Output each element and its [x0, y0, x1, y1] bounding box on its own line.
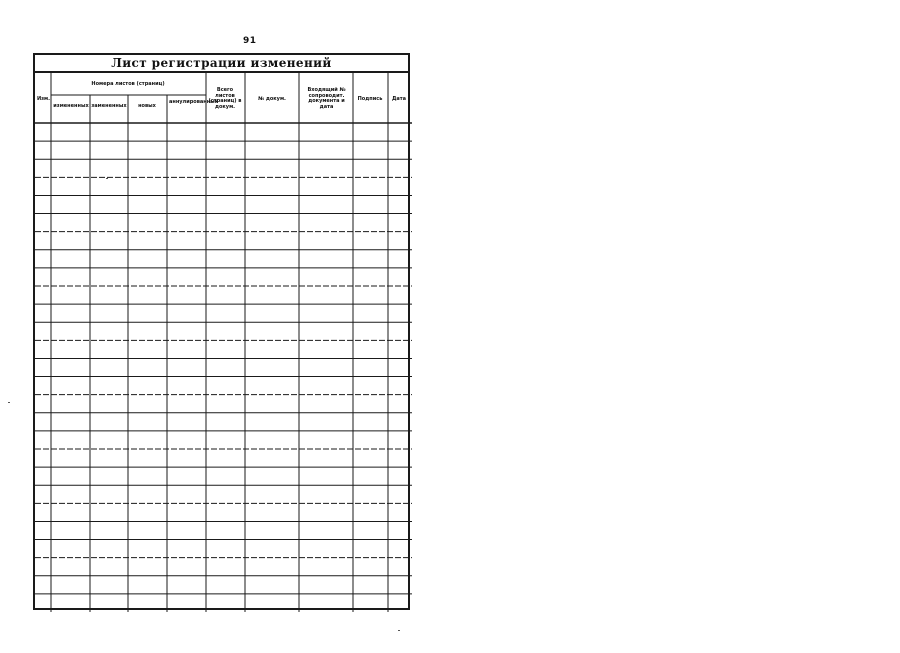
header-replaced: замененных [91, 103, 127, 109]
scan-speck [106, 178, 108, 179]
scan-speck [8, 402, 10, 403]
header-annulled: аннулированных [169, 99, 218, 105]
header-signature: Подпись [357, 96, 383, 102]
header-doc-number: № докум. [258, 96, 286, 102]
table-grid [35, 55, 412, 612]
header-date: Дата [391, 96, 407, 102]
change-registration-sheet [33, 53, 410, 610]
header-changed: измененных [53, 103, 89, 109]
header-incoming-doc: Входящий № сопроводит. документа и дата [307, 87, 346, 110]
page-number: 91 [243, 36, 257, 46]
header-new: новых [138, 103, 156, 109]
header-total-sheets: Всего листов (страниц) в докум. [208, 87, 242, 110]
sheet-title: Лист регистрации изменений [35, 55, 408, 73]
header-izm: Изм. [36, 96, 51, 102]
header-sheet-numbers-group: Номера листов (страниц) [91, 81, 165, 87]
scan-speck [398, 630, 400, 631]
